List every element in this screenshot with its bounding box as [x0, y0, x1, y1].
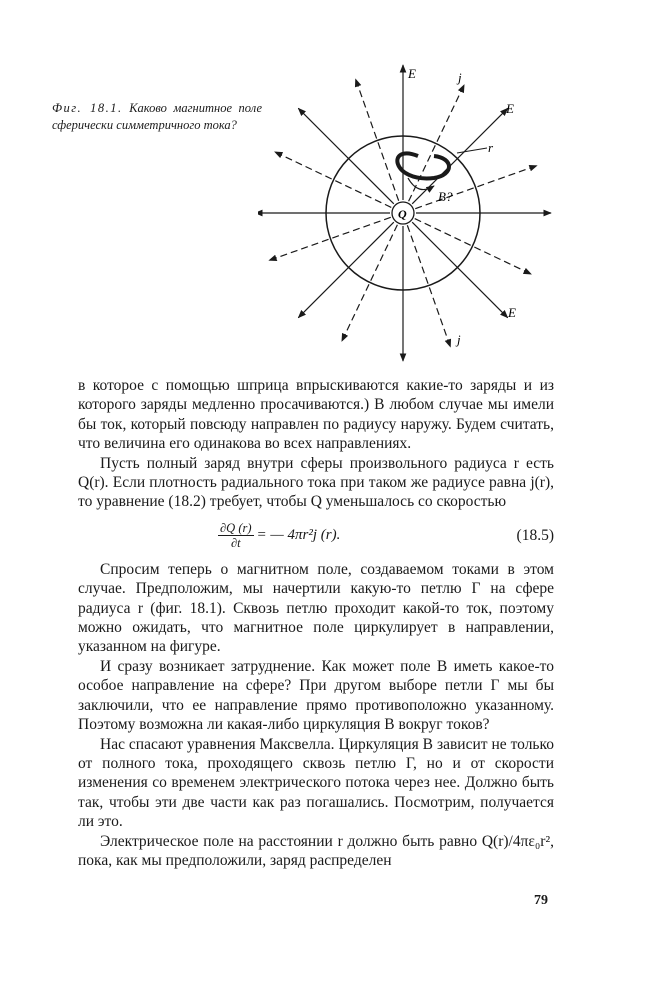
label-E-lower-right: E: [508, 305, 516, 320]
page-number: 79: [534, 893, 548, 908]
paragraph-1: в которое с помощью шприца впрыскиваются какие-то заряды и из которого заряды медленно просачиваются.) В любом случае мы имели бы ток, который повсюду направлен по радиусу наружу. Будем считать, что величина его одинакова во всех направлениях.: [78, 377, 554, 453]
figure-18-1: [258, 58, 558, 368]
formula-18-5: [78, 518, 554, 554]
label-E-top: E: [408, 66, 416, 81]
formula-number: (18.5): [516, 527, 554, 545]
label-j-bottom: j: [457, 332, 461, 347]
label-j-top: j: [458, 70, 462, 85]
paragraph-6: Электрическое поле на расстоянии r должно быть равно Q(r)/4πε₀r², пока, как мы предположили, заряд распределен: [78, 832, 554, 869]
label-Q: Q: [398, 207, 407, 221]
paragraph-2: Пусть полный заряд внутри сферы произвольного радиуса r есть Q(r). Если плотность радиального тока при таком же радиусе равна j(r), то уравнение (18.2) требует, чтобы Q уменьшалось со скоростью: [78, 454, 554, 511]
formula-rhs: = — 4πr²j (r).: [256, 527, 341, 544]
field-arrow: [298, 222, 393, 317]
paragraph-4: И сразу возникает затруднение. Как может поле B иметь какое-то особое направление на сфере? При другом выборе петли Γ мы бы заключили, что ее направление прямо противоположно указанному. Поэтому возможна ли какая-либо циркуляция B вокруг токов?: [78, 657, 554, 734]
caption-text: Каково магнитное поле сферически симметричного тока?: [52, 101, 263, 132]
figure-diagram: [258, 58, 558, 368]
paragraph-5: Нас спасают уравнения Максвелла. Циркуляция B зависит не только от полного тока, проходящего сквозь петлю Γ, но и от скорости изменения со временем электрического потока через нее. Должно быть так, чтобы эти две части как раз погашались. Посмотрим, получается ли это.: [78, 735, 554, 831]
label-r: r: [488, 140, 494, 155]
r-pointer-line: [457, 148, 487, 153]
formula-denominator: ∂t: [230, 536, 241, 551]
caption-label: Фиг. 18.1.: [52, 101, 123, 115]
loop-gamma: [397, 153, 449, 178]
field-arrow: [298, 108, 393, 203]
label-E-upper-right: E: [506, 101, 514, 116]
body-text: [78, 376, 554, 870]
formula-numerator: ∂Q (r): [220, 521, 252, 536]
label-B: B?: [438, 189, 453, 204]
paragraph-3: Спросим теперь о магнитном поле, создаваемом токами в этом случае. Предположим, мы начертили какую-то петлю Γ на сфере радиуса r (фиг. 18.1). Сквозь петлю проходит какой-то ток, поэтому можно ожидать, что магнитное поле циркулирует в направлении, указанном на фигуре.: [78, 560, 554, 656]
figure-caption: [52, 100, 262, 134]
field-arrow: [412, 222, 507, 317]
